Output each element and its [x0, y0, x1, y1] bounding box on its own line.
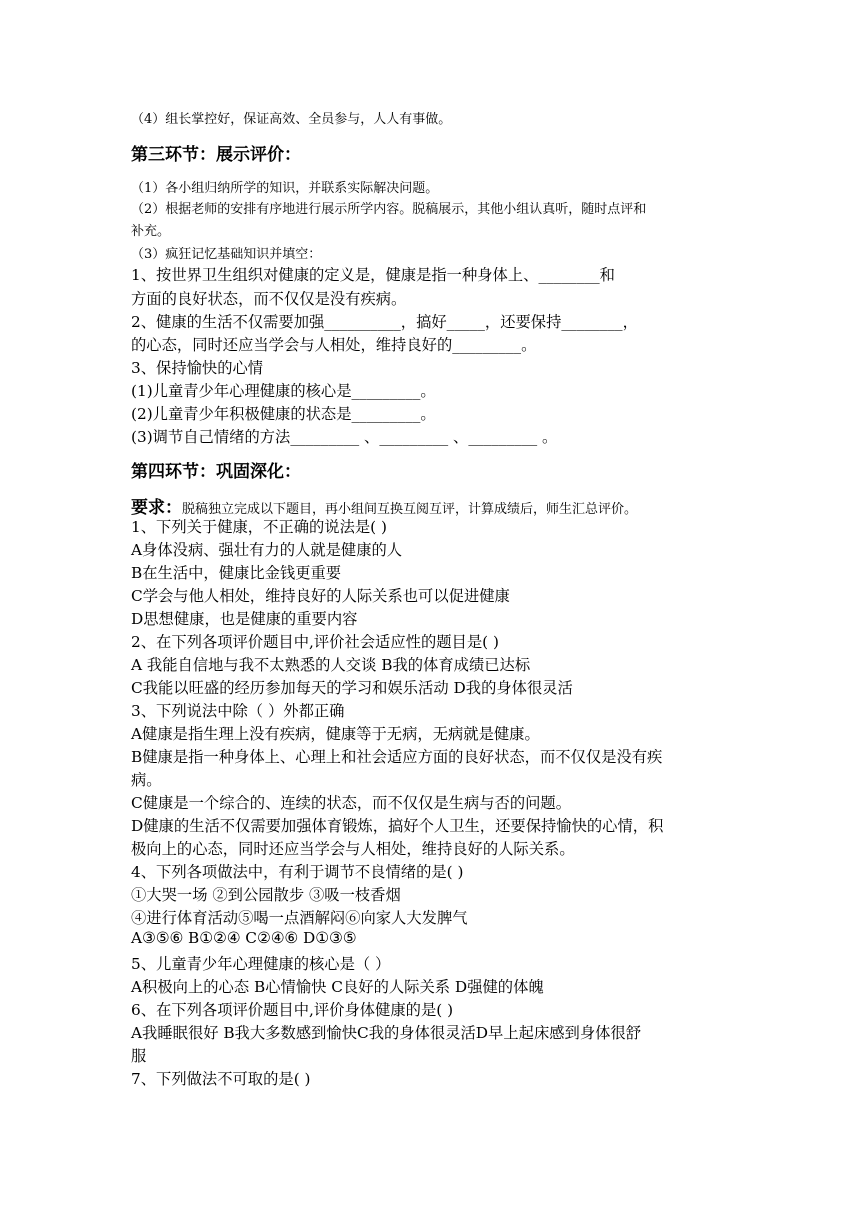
text-line: 2、在下列各项评价题目中,评价社会适应性的题目是( ) [131, 633, 499, 651]
text-line: A 我能自信地与我不太熟悉的人交谈 B我的体育成绩已达标 [131, 656, 531, 674]
text-line: ①大哭一场 ②到公园散步 ③吸一枝香烟 [131, 886, 401, 904]
text-line: (1)儿童青少年心理健康的核心是_________。 [131, 382, 436, 400]
text-line: 5、儿童青少年心理健康的核心是（ ） [131, 955, 391, 973]
text-line: A③⑤⑥ B①②④ C②④⑥ D①③⑤ [131, 929, 357, 947]
text-line: 方面的良好状态，而不仅仅是没有疾病。 [131, 290, 407, 308]
text-line: 6、在下列各项评价题目中,评价身体健康的是( ) [131, 1001, 454, 1019]
text-line: A身体没病、强壮有力的人就是健康的人 [131, 541, 403, 559]
text-line: B在生活中，健康比金钱更重要 [131, 564, 342, 582]
text-line: 3、下列说法中除（ ）外都正确 [131, 702, 345, 720]
text-line: 7、下列做法不可取的是( ) [131, 1070, 311, 1088]
text-line: D思想健康，也是健康的重要内容 [131, 610, 358, 628]
text-line: 1、按世界卫生组织对健康的定义是，健康是指一种身体上、________和 [131, 266, 615, 284]
text-line: 1、下列关于健康，不正确的说法是( ) [131, 518, 387, 536]
text-line: B健康是指一种身体上、心理上和社会适应方面的良好状态，而不仅仅是没有疾 [131, 748, 663, 766]
text-line: A积极向上的心态 B心情愉快 C良好的人际关系 D强健的体魄 [131, 978, 544, 996]
text-line: (3)调节自己情绪的方法_________ 、_________ 、_________ 。 [131, 428, 558, 446]
text-line: 3、保持愉快的心情 [131, 359, 264, 377]
requirement-line [131, 493, 637, 518]
text-line: 4、下列各项做法中，有利于调节不良情绪的是( ) [131, 863, 464, 881]
text-line: 2、健康的生活不仅需要加强__________，搞好_____，还要保持________， [131, 313, 638, 331]
text-line: 服 [131, 1047, 147, 1065]
section-heading: 第四环节：巩固深化： [131, 462, 301, 482]
text-line: C学会与他人相处，维持良好的人际关系也可以促进健康 [131, 587, 510, 605]
text-line: 极向上的心态，同时还应当学会与人相处，维持良好的人际关系。 [131, 840, 575, 858]
text-line: 的心态，同时还应当学会与人相处，维持良好的_________。 [131, 336, 537, 354]
text-line: D健康的生活不仅需要加强体育锻炼，搞好个人卫生，还要保持愉快的心情，积 [131, 817, 664, 835]
text-line: （4）组长掌控好，保证高效、全员参与，人人有事做。 [131, 112, 452, 127]
text-line: A我睡眠很好 B我大多数感到愉快C我的身体很灵活D早上起床感到身体很舒 [131, 1024, 642, 1042]
text-line: （3）疯狂记忆基础知识并填空： [131, 247, 322, 262]
requirement-text: 脱稿独立完成以下题目，再小组间互换互阅互评，计算成绩后，师生汇总评价。 [182, 502, 638, 517]
text-line: A健康是指生理上没有疾病，健康等于无病，无病就是健康。 [131, 725, 540, 743]
section-heading: 第三环节：展示评价： [131, 145, 301, 165]
text-line: C健康是一个综合的、连续的状态，而不仅仅是生病与否的问题。 [131, 794, 572, 812]
text-line: C我能以旺盛的经历参加每天的学习和娱乐活动 D我的身体很灵活 [131, 679, 573, 697]
text-line: （1）各小组归纳所学的知识，并联系实际解决问题。 [131, 181, 439, 196]
requirement-label: 要求： [131, 498, 182, 518]
text-line: ④进行体育活动⑤喝一点酒解闷⑥向家人大发脾气 [131, 909, 468, 927]
text-line: 病。 [131, 771, 162, 789]
text-line: （2）根据老师的安排有序地进行展示所学内容。脱稿展示，其他小组认真听，随时点评和 [131, 202, 647, 217]
text-line: 补充。 [131, 224, 171, 239]
text-line: (2)儿童青少年积极健康的状态是_________。 [131, 405, 436, 423]
